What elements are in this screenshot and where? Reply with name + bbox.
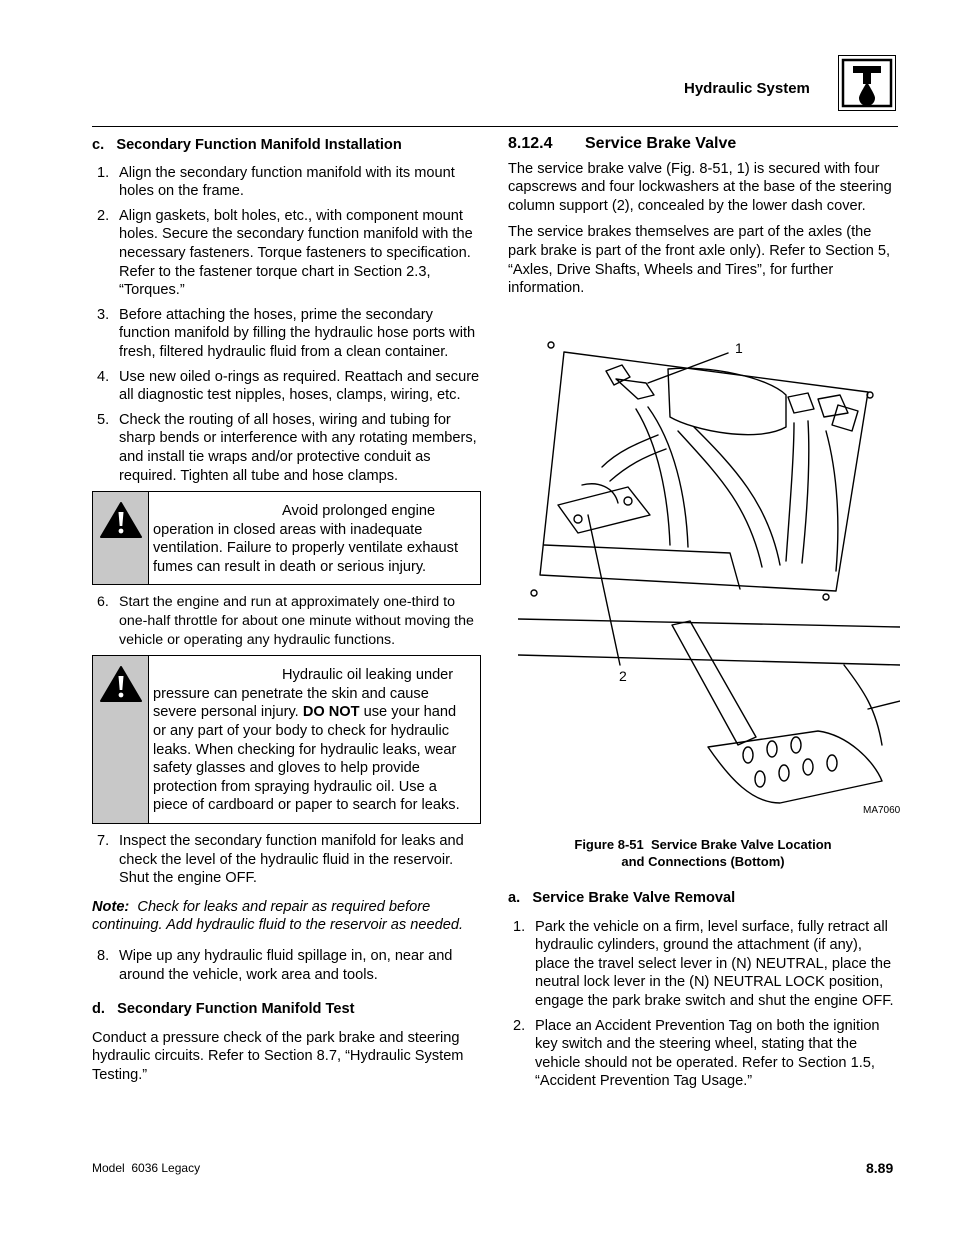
section-d-text: Conduct a pressure check of the park brake and steering hydraulic circuits. Refer to Section 8.7, “Hydraulic System Testing.” bbox=[92, 1029, 464, 1083]
steps-c-list bbox=[92, 164, 482, 486]
paragraph: The service brakes themselves are part of the axles (the park brake is part of the front axle only). Refer to Section 5, “Axles, Drive Shafts, Wheels and Tires”, for further information. bbox=[508, 224, 891, 297]
step-number: 1. bbox=[97, 164, 110, 181]
hydraulic-system-icon bbox=[838, 55, 896, 111]
step-text: Align the secondary function manifold with its mount holes on the frame. bbox=[119, 164, 455, 200]
warning-side-panel bbox=[93, 492, 149, 584]
list-item bbox=[92, 947, 482, 984]
right-column bbox=[508, 135, 900, 306]
section-number: 8.12.4 bbox=[508, 135, 553, 152]
warning-lead: Avoid prolonged engine bbox=[282, 503, 436, 520]
list-item bbox=[92, 411, 482, 485]
list-item bbox=[92, 207, 482, 300]
step-number: 2. bbox=[513, 1017, 526, 1034]
steps-a-list bbox=[508, 918, 900, 1091]
warning-text bbox=[149, 656, 480, 823]
list-item bbox=[92, 306, 482, 362]
figure-service-brake-valve bbox=[518, 335, 900, 823]
section-d-heading: d. Secondary Function Manifold Test bbox=[92, 1001, 355, 1018]
warning-triangle-icon bbox=[99, 665, 143, 703]
step-text: Before attaching the hoses, prime the secondary function manifold by filling the hydraulic hose ports with fresh, filtered hydraulic fluid from a clean container. bbox=[119, 306, 476, 360]
page-number: 8.89 bbox=[866, 1160, 894, 1176]
step-text: Align gaskets, bolt holes, etc., with component mount holes. Secure the secondary function manifold with the necessary fasteners. Torque fasteners to specification. Refer to the fastener torque chart in Section 2.3, “Torques.” bbox=[119, 207, 473, 299]
left-column bbox=[92, 136, 482, 1085]
callout-2: 2 bbox=[619, 668, 627, 684]
step-text: Inspect the secondary function manifold for leaks and check the level of the hydraulic fluid in the reservoir. Shut the engine OFF. bbox=[119, 833, 464, 887]
callout-1: 1 bbox=[735, 340, 743, 356]
step-text: Start the engine and run at approximately one-third to one-half throttle for about one minute without moving the vehicle or operating any hydraulic functions. bbox=[119, 594, 474, 648]
step-number: 5. bbox=[97, 411, 110, 428]
figure-code: MA7060 bbox=[863, 805, 901, 816]
warning-text bbox=[149, 492, 480, 584]
step-text: Park the vehicle on a firm, level surface, fully retract all hydraulic cylinders, ground the attachment (if any), place the travel select lever in (N) NEUTRAL, place the neutral lock lever in the (N) NEUTRAL LOCK position, engage the park brake switch and shut the engine OFF. bbox=[535, 918, 894, 1009]
warning-side-panel bbox=[93, 656, 149, 823]
step-text: Wipe up any hydraulic fluid spillage in, on, near and around the vehicle, work area and tools. bbox=[119, 947, 453, 983]
list-item bbox=[92, 832, 482, 888]
note-label: Note: bbox=[92, 898, 130, 915]
step-6-list bbox=[92, 593, 482, 649]
header-rule bbox=[92, 126, 898, 127]
step-number: 4. bbox=[97, 368, 110, 385]
warning-triangle-icon bbox=[99, 501, 143, 539]
note-text: Check for leaks and repair as required before continuing. Add hydraulic fluid to the reservoir as needed. bbox=[92, 898, 464, 934]
section-title-text: Service Brake Valve bbox=[585, 135, 737, 152]
step-number: 8. bbox=[97, 947, 110, 964]
warning-emphasis: DO NOT bbox=[302, 704, 360, 721]
caption-line: Figure 8-51 Service Brake Valve Location bbox=[574, 837, 832, 852]
brake-valve-illustration bbox=[518, 335, 900, 823]
step-text: Place an Accident Prevention Tag on both the ignition key switch and the steering wheel, stating that the vehicle should not be operated. Refer to Section 1.5, “Accident Prevention Tag Usage.” bbox=[535, 1017, 880, 1090]
warning-lead: Hydraulic oil leaking under bbox=[282, 667, 454, 684]
note bbox=[92, 898, 482, 935]
section-title bbox=[508, 135, 900, 154]
warning-box-engine bbox=[92, 491, 481, 585]
figure-caption bbox=[508, 836, 898, 870]
warning-body: pressure can penetrate the skin and cause severe personal injury. bbox=[153, 685, 429, 721]
right-column-lower bbox=[508, 889, 900, 1097]
step-number: 1. bbox=[513, 918, 526, 935]
paragraph: The service brake valve (Fig. 8-51, 1) is secured with four capscrews and four lockwashers at the base of the steering column support (2), concealed by the lower dash cover. bbox=[508, 160, 892, 214]
step-number: 6. bbox=[97, 594, 109, 611]
warning-body: operation in closed areas with inadequate ventilation. Failure to properly ventilate exhaust fumes can result in death or serious injury. bbox=[153, 521, 459, 575]
section-a-heading: a. Service Brake Valve Removal bbox=[508, 890, 736, 906]
list-item bbox=[92, 593, 482, 649]
step-text: Check the routing of all hoses, wiring and tubing for sharp bends or interference with any rotating members, and install tie wraps and/or protective conduit as required. Tighten all tube and hose clamps. bbox=[119, 411, 477, 484]
page-header-title: Hydraulic System bbox=[684, 80, 810, 97]
step-number: 3. bbox=[97, 306, 110, 323]
footer-model: Model 6036 Legacy bbox=[92, 1161, 201, 1175]
list-item bbox=[508, 1017, 900, 1091]
section-c-heading: c. Secondary Function Manifold Installation bbox=[92, 137, 402, 153]
step-number: 2. bbox=[97, 207, 110, 224]
list-item bbox=[92, 368, 482, 405]
list-item bbox=[508, 918, 900, 1011]
step-7-list bbox=[92, 832, 482, 888]
list-item bbox=[92, 164, 482, 201]
warning-box-hydraulic bbox=[92, 655, 481, 824]
step-text: Use new oiled o-rings as required. Reattach and secure all diagnostic test nipples, hoses, clamps, wiring, etc. bbox=[119, 368, 480, 404]
step-8-list bbox=[92, 947, 482, 984]
step-number: 7. bbox=[97, 833, 110, 849]
caption-line: and Connections (Bottom) bbox=[621, 854, 785, 869]
warning-body: use your hand or any part of your body to check for hydraulic leaks. When checking for hydraulic leaks, wear safety glasses and gloves to help provide protection from spraying hydraulic oil. Use a piece of cardboard or paper to search for leaks. bbox=[153, 704, 460, 814]
